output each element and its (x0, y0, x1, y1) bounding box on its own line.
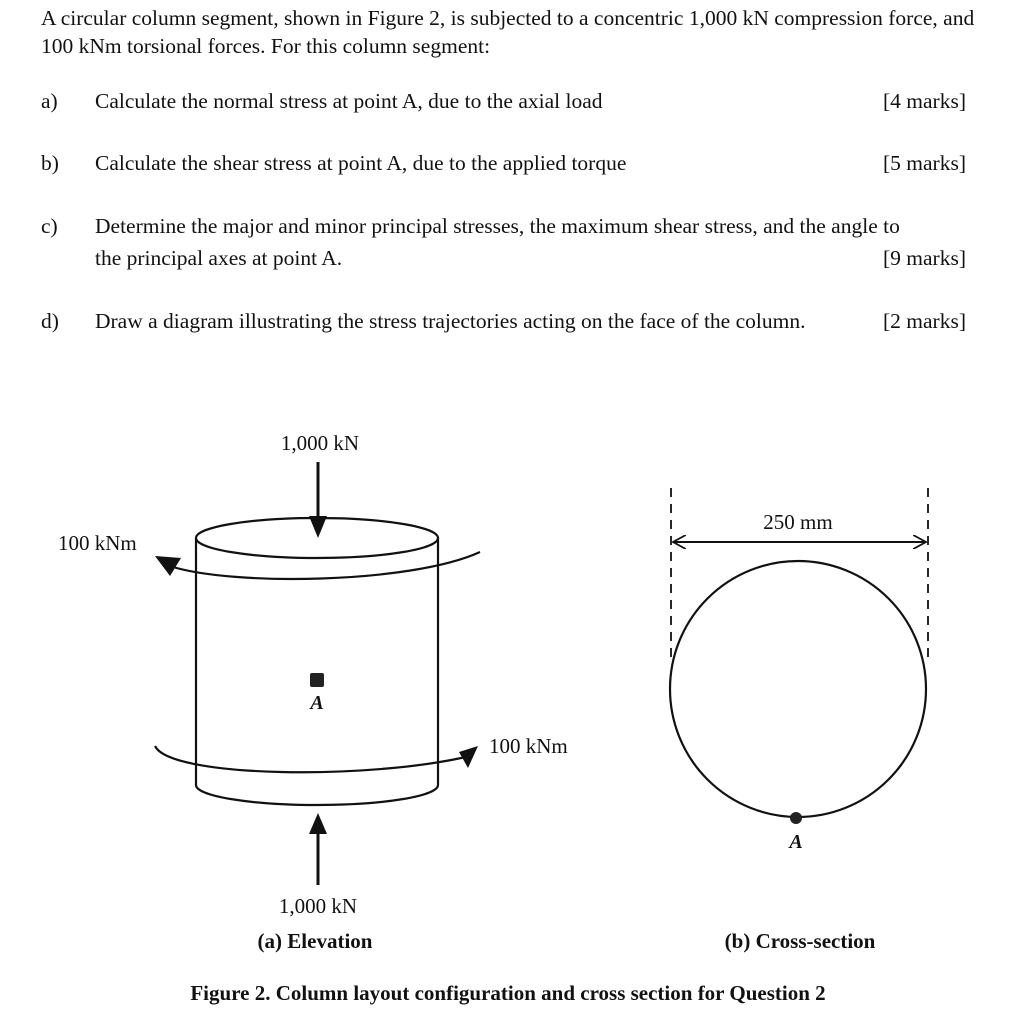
figure-caption: Figure 2. Column layout configuration and cross section for Question 2 (190, 981, 826, 1005)
top-force-label: 1,000 kN (280, 431, 360, 455)
elevation-view (58, 431, 568, 953)
point-a-section-label: A (789, 831, 803, 853)
top-torque-arrow-head (155, 556, 181, 576)
cross-section-view (670, 488, 928, 953)
bottom-torque-label: 100 kNm (489, 734, 568, 758)
question-d-text: Draw a diagram illustrating the stress trajectories acting on the face of the column. (95, 309, 806, 333)
diameter-label: 250 mm (763, 510, 833, 534)
question-d-marks: [2 marks] (883, 309, 966, 333)
question-a-label: a) (41, 89, 58, 113)
question-d-label: d) (41, 309, 59, 333)
column-cross-section-circle (670, 561, 926, 817)
top-torque-curve (170, 552, 480, 579)
point-a-marker (310, 673, 324, 687)
point-a-section-marker (790, 812, 802, 824)
question-c-label: c) (41, 214, 58, 238)
bottom-force-arrow-head (309, 813, 327, 834)
cylinder-bottom-arc (196, 785, 438, 805)
question-b-marks: [5 marks] (883, 151, 966, 175)
question-c-marks: [9 marks] (883, 246, 966, 270)
question-c-text-line2: the principal axes at point A. (95, 246, 343, 270)
question-a-text: Calculate the normal stress at point A, due to the axial load (95, 89, 603, 113)
elevation-caption: (a) Elevation (257, 929, 373, 953)
bottom-torque-curve (155, 746, 470, 772)
question-b-label: b) (41, 151, 59, 175)
question-intro: A circular column segment, shown in Figure 2, is subjected to a concentric 1,000 kN compression force, and 100 kNm torsional forces. For this column segment: (41, 6, 975, 58)
question-a-marks: [4 marks] (883, 89, 966, 113)
question-c-text-line1: Determine the major and minor principal stresses, the maximum shear stress, and the angle to (95, 214, 900, 238)
top-torque-label: 100 kNm (58, 531, 137, 555)
point-a-label: A (310, 692, 324, 714)
question-b-text: Calculate the shear stress at point A, due to the applied torque (95, 151, 627, 175)
top-force-arrow-head (309, 516, 327, 538)
cross-section-caption: (b) Cross-section (724, 929, 876, 953)
bottom-torque-arrow-head (459, 746, 478, 768)
bottom-force-label: 1,000 kN (278, 894, 358, 918)
